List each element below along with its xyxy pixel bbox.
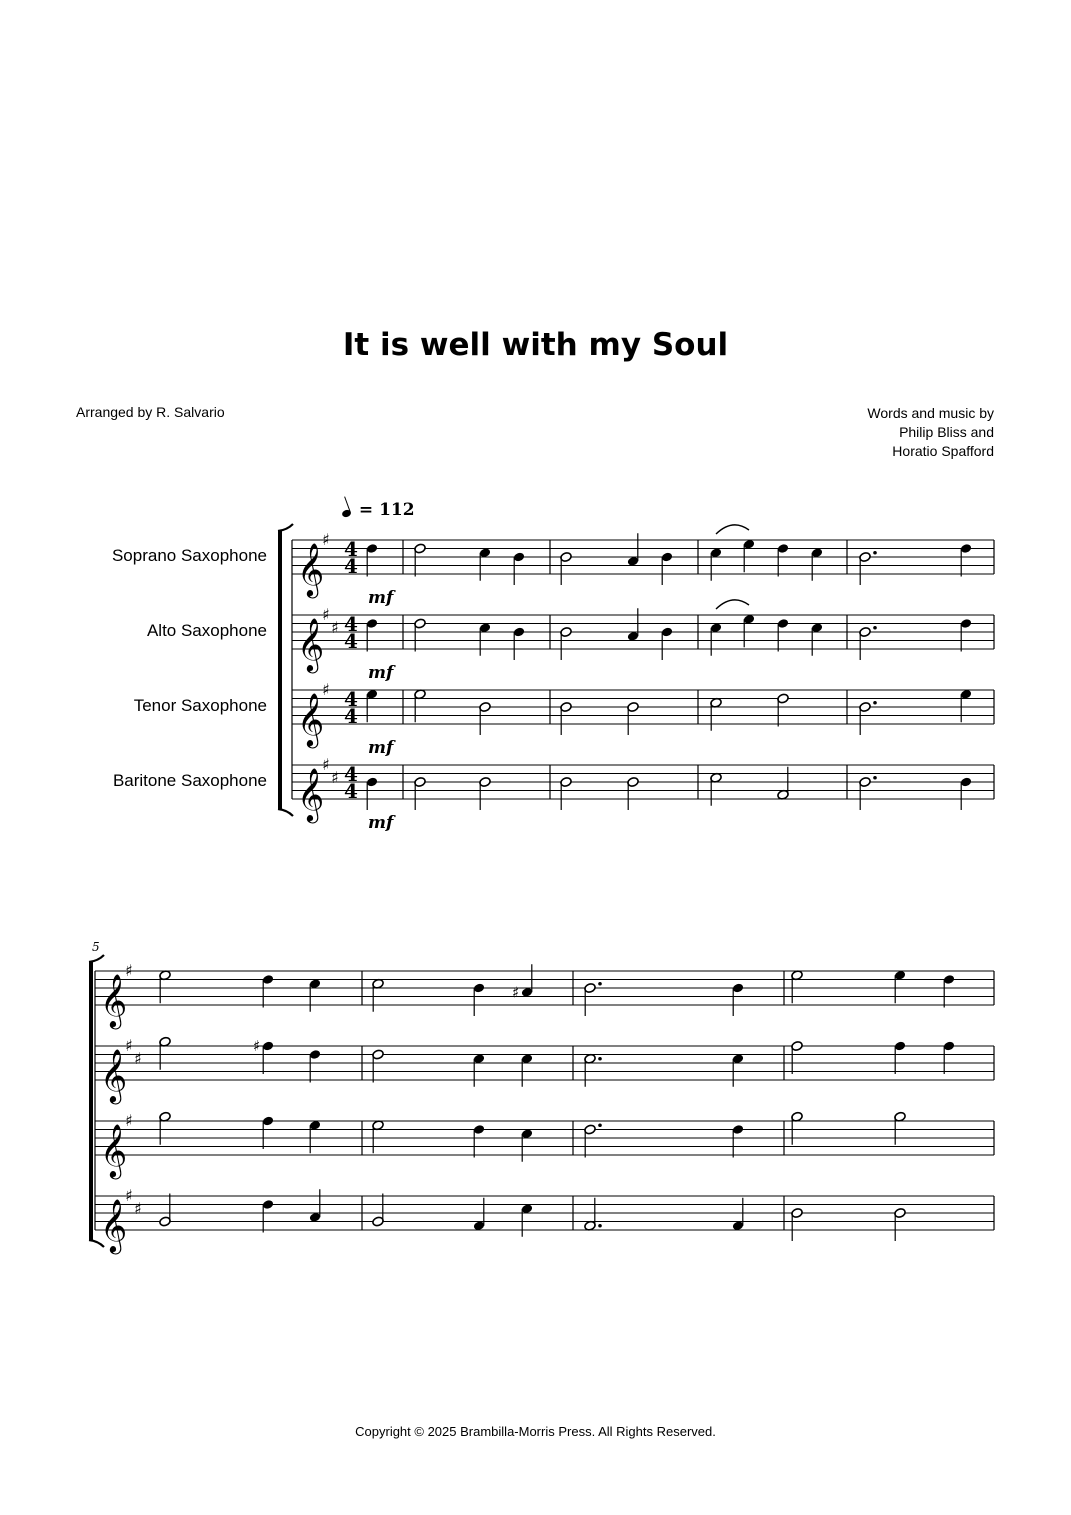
augmentation-dot [873,551,877,555]
augmentation-dot [598,1057,602,1061]
key-signature-sharp: ♯ [125,1036,133,1055]
slur [716,525,749,534]
treble-clef-icon: 𝄞 [100,1048,128,1102]
key-signature-sharp: ♯ [134,1198,142,1218]
bracket-hook-top [278,524,293,531]
key-signature-sharp: ♯ [322,530,330,549]
slur [716,600,749,609]
key-signature-sharp: ♯ [322,605,330,624]
time-signature-top: 4 [344,687,358,711]
augmentation-dot [873,776,877,780]
key-signature-sharp: ♯ [125,1111,133,1130]
augmentation-dot [598,1224,602,1228]
dynamic-marking: mf [368,738,394,758]
time-signature-bottom: 4 [344,704,358,728]
treble-clef-icon: 𝄞 [297,692,325,746]
treble-clef-icon: 𝄞 [100,1123,128,1177]
augmentation-dot [873,701,877,705]
credit-line: Words and music by [867,405,994,421]
time-signature-bottom: 4 [344,779,358,803]
key-signature-sharp: ♯ [331,767,339,787]
dynamic-marking: mf [368,663,394,683]
dynamic-marking: mf [368,813,394,833]
tempo-value: = 112 [358,500,415,520]
treble-clef-icon: 𝄞 [100,1198,128,1252]
augmentation-dot [873,626,877,630]
accidental-sharp: ♯ [512,983,520,1002]
bracket-hook-bottom [278,809,293,816]
key-signature-sharp: ♯ [125,1186,133,1205]
treble-clef-icon: 𝄞 [297,767,325,821]
part-name-alto: Alto Saxophone [146,621,267,640]
credit-line: Horatio Spafford [892,443,994,459]
part-name-baritone: Baritone Saxophone [112,771,267,790]
treble-clef-icon: 𝄞 [100,973,128,1027]
time-signature-top: 4 [344,612,358,636]
part-name-soprano: Soprano Saxophone [111,546,267,565]
key-signature-sharp: ♯ [134,1048,142,1068]
bracket-hook-top [89,955,104,962]
time-signature-bottom: 4 [344,554,358,578]
score-title: It is well with my Soul [342,327,729,363]
augmentation-dot [598,982,602,986]
accidental-sharp: ♯ [253,1037,261,1055]
key-signature-sharp: ♯ [322,680,330,699]
time-signature-top: 4 [344,762,358,786]
part-name-tenor: Tenor Saxophone [133,696,267,715]
arranger-credit: Arranged by R. Salvario [76,404,225,420]
key-signature-sharp: ♯ [331,617,339,637]
treble-clef-icon: 𝄞 [297,542,325,596]
treble-clef-icon: 𝄞 [297,617,325,671]
dynamic-marking: mf [368,588,394,608]
augmentation-dot [598,1123,602,1127]
measure-number: 5 [92,940,100,954]
key-signature-sharp: ♯ [125,961,133,980]
copyright-notice: Copyright © 2025 Brambilla-Morris Press. All Rights Reserved. [355,1424,716,1439]
time-signature-bottom: 4 [344,629,358,653]
key-signature-sharp: ♯ [322,755,330,774]
time-signature-top: 4 [344,537,358,561]
credit-line: Philip Bliss and [899,424,994,440]
